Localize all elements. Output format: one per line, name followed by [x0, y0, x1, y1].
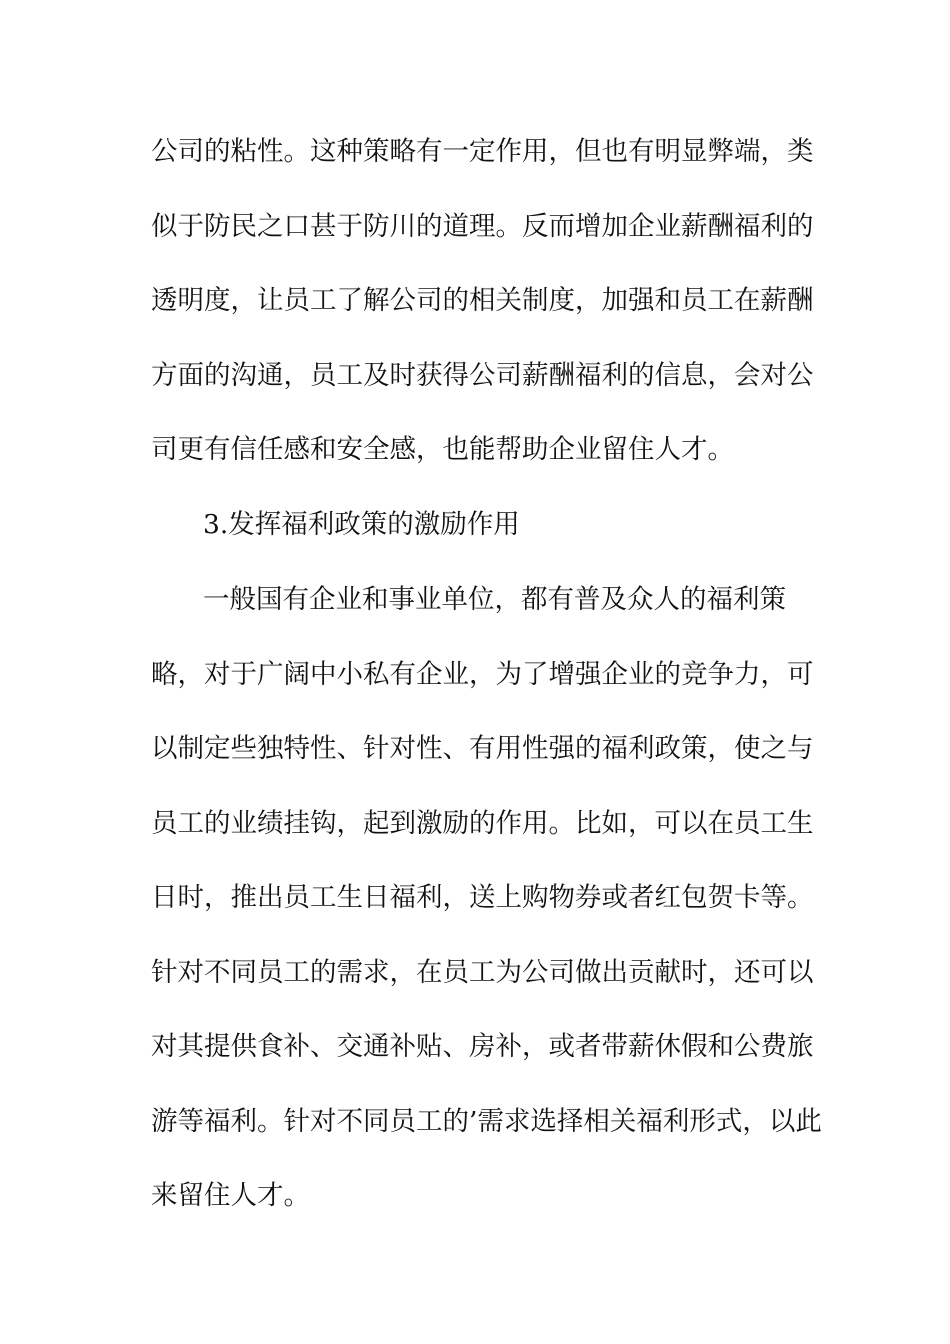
- section-heading: 3.发挥福利政策的激励作用: [203, 509, 520, 540]
- paragraph-1-line-2: 似于防民之口甚于防川的道理。反而增加企业薪酬福利的: [151, 211, 814, 242]
- paragraph-3-line-8: 游等福利。针对不同员工的’需求选择相关福利形式，以此: [151, 1106, 822, 1137]
- paragraph-3-line-3: 以制定些独特性、针对性、有用性强的福利政策，使之与: [151, 733, 814, 764]
- paragraph-3-line-1: 一般国有企业和事业单位，都有普及众人的福利策: [203, 584, 786, 615]
- paragraph-1-line-5: 司更有信任感和安全感，也能帮助企业留住人才。: [151, 434, 734, 465]
- paragraph-1-line-3: 透明度，让员工了解公司的相关制度，加强和员工在薪酬: [151, 285, 814, 316]
- paragraph-1-line-1: 公司的粘性。这种策略有一定作用，但也有明显弊端，类: [151, 136, 814, 167]
- paragraph-3-line-2: 略，对于广阔中小私有企业，为了增强企业的竞争力，可: [151, 659, 814, 690]
- paragraph-3-line-5: 日时，推出员工生日福利，送上购物券或者红包贺卡等。: [151, 882, 814, 913]
- paragraph-3-line-9: 来留住人才。: [151, 1180, 310, 1211]
- paragraph-3-line-7: 对其提供食补、交通补贴、房补，或者带薪休假和公费旅: [151, 1031, 814, 1062]
- paragraph-1-line-4: 方面的沟通，员工及时获得公司薪酬福利的信息，会对公: [151, 360, 814, 391]
- paragraph-3-line-6: 针对不同员工的需求，在员工为公司做出贡献时，还可以: [151, 957, 814, 988]
- paragraph-3-line-4: 员工的业绩挂钩，起到激励的作用。比如，可以在员工生: [151, 808, 814, 839]
